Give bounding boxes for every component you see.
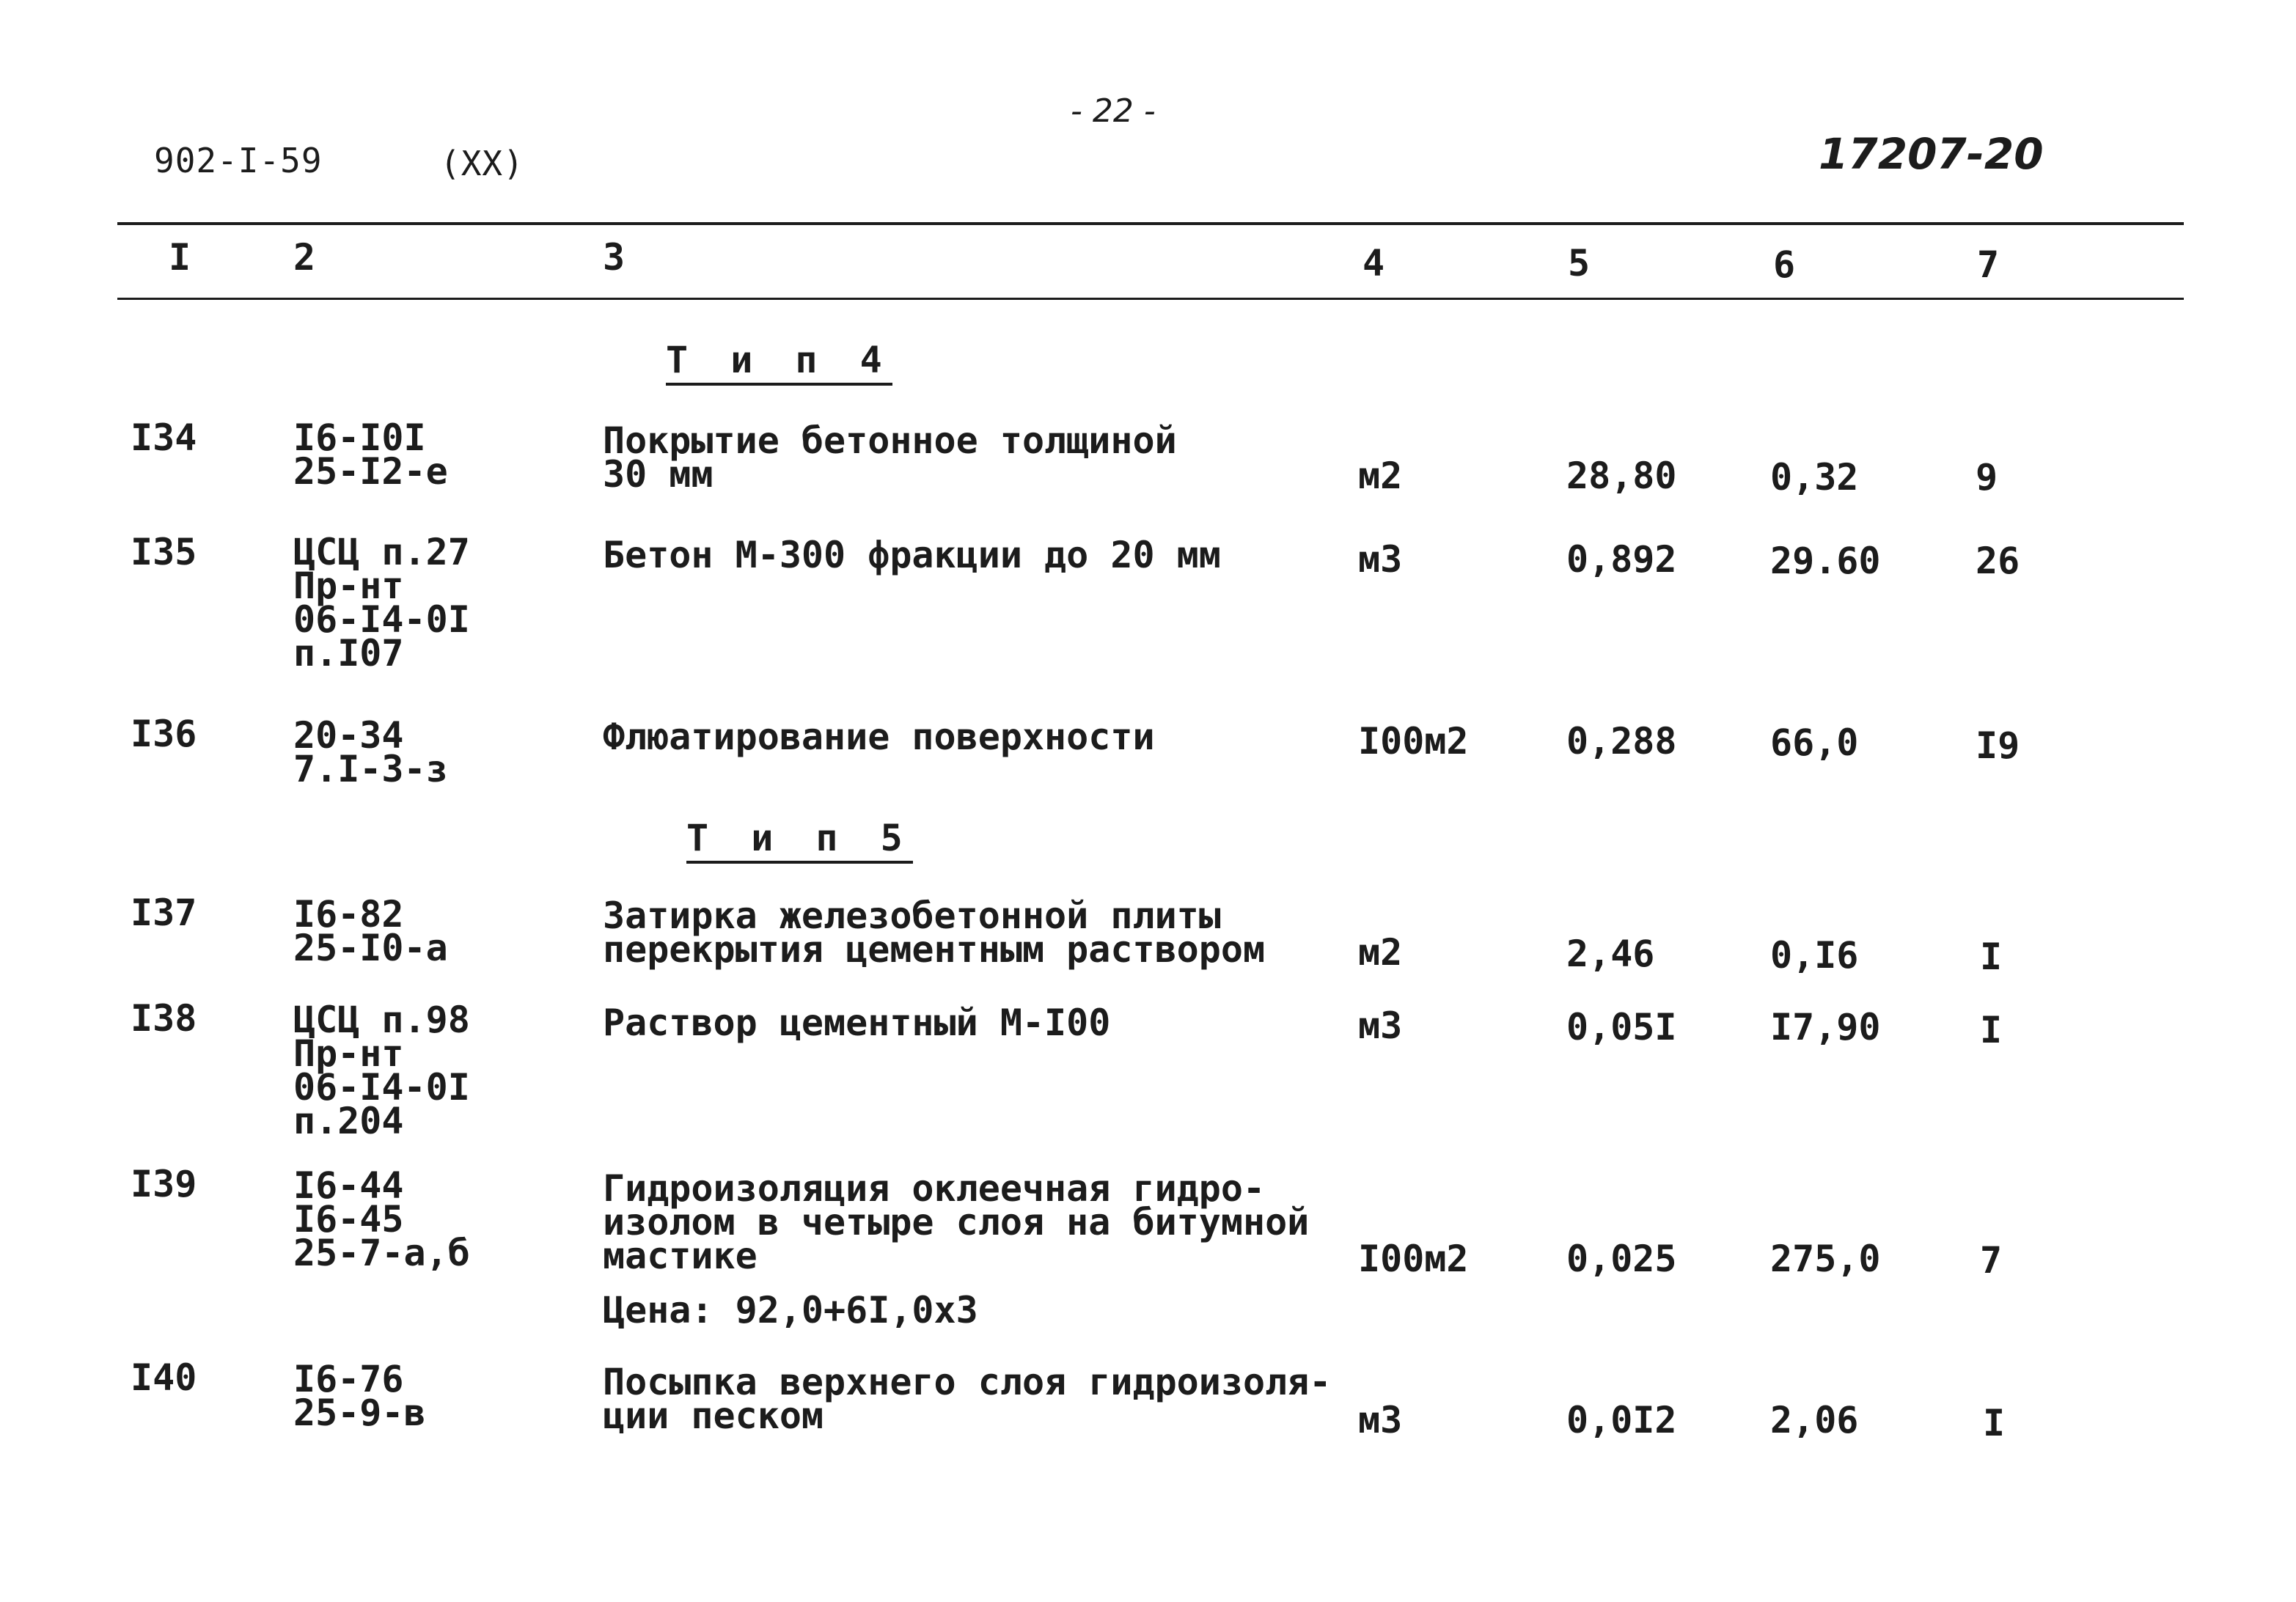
row-price: 66,0 bbox=[1770, 721, 1859, 764]
row-description bbox=[603, 894, 1266, 971]
code-line: 06-I4-0I bbox=[293, 1066, 470, 1109]
row-quantity: 0,892 bbox=[1566, 538, 1677, 581]
row-price: 29.60 bbox=[1770, 540, 1881, 582]
row-quantity: 0,025 bbox=[1566, 1238, 1677, 1280]
row-codes bbox=[293, 416, 448, 493]
table-top-rule bbox=[117, 222, 2184, 225]
row-price: I7,90 bbox=[1770, 1006, 1881, 1048]
row-unit: I00м2 bbox=[1358, 1238, 1469, 1280]
column-header-7: 7 bbox=[1977, 243, 2000, 286]
column-header-1: I bbox=[169, 236, 191, 279]
row-number: I34 bbox=[131, 416, 197, 459]
row-unit: м3 bbox=[1358, 1399, 1403, 1441]
price-note: Цена: 92,0+6I,0х3 bbox=[603, 1289, 978, 1331]
row-codes bbox=[293, 1358, 426, 1434]
row-codes bbox=[293, 999, 470, 1142]
row-unit: м2 bbox=[1358, 931, 1403, 974]
description-line: Флюатирование поверхности bbox=[603, 716, 1155, 758]
row-quantity: 0,05I bbox=[1566, 1006, 1677, 1048]
code-line: 25-I2-е bbox=[293, 450, 448, 493]
column-header-3: 3 bbox=[603, 236, 626, 279]
row-description bbox=[603, 419, 1177, 496]
description-line: Посыпка верхнего слоя гидроизоля- bbox=[603, 1361, 1332, 1403]
row-total: 7 bbox=[1980, 1239, 2003, 1282]
document-code: 902-I-59 bbox=[154, 141, 323, 180]
code-line: I6-76 bbox=[293, 1358, 404, 1400]
row-quantity: 28,80 bbox=[1566, 455, 1677, 497]
code-line: 25-7-а,б bbox=[293, 1232, 470, 1274]
section-code: (XX) bbox=[440, 144, 524, 183]
row-total: 9 bbox=[1976, 456, 1998, 499]
row-description bbox=[603, 534, 1221, 576]
column-header-5: 5 bbox=[1568, 242, 1591, 284]
section-heading-type-5: Т и п 5 bbox=[686, 817, 913, 864]
description-line: ции песком bbox=[603, 1395, 824, 1437]
row-price: 275,0 bbox=[1770, 1238, 1881, 1280]
column-header-4: 4 bbox=[1362, 242, 1385, 284]
row-number: I39 bbox=[131, 1163, 197, 1205]
row-description bbox=[603, 1167, 1310, 1277]
description-line: Раствор цементный М-I00 bbox=[603, 1002, 1111, 1044]
description-line: мастике bbox=[603, 1235, 758, 1277]
code-line: 25-I0-а bbox=[293, 927, 448, 969]
row-quantity: 2,46 bbox=[1566, 933, 1655, 975]
code-line: I6-45 bbox=[293, 1198, 404, 1241]
row-codes bbox=[293, 531, 470, 675]
row-total: I9 bbox=[1976, 724, 2020, 767]
code-line: ЦСЦ п.27 bbox=[293, 531, 470, 573]
row-number: I37 bbox=[131, 892, 197, 934]
row-codes bbox=[293, 893, 448, 969]
row-total: I bbox=[1980, 1009, 2003, 1051]
row-total: I bbox=[1983, 1402, 2006, 1444]
page-number: - 22 - bbox=[1071, 92, 1156, 130]
row-total: 26 bbox=[1976, 540, 2020, 582]
description-line: Покрытие бетонное толщиной bbox=[603, 419, 1177, 462]
code-line: п.I07 bbox=[293, 632, 404, 675]
row-unit: м3 bbox=[1358, 538, 1403, 581]
row-unit: м3 bbox=[1358, 1004, 1403, 1047]
description-line: 30 мм bbox=[603, 453, 714, 496]
description-line: перекрытия цементным раствором bbox=[603, 928, 1266, 971]
code-line: I6-I0I bbox=[293, 416, 426, 459]
code-line: 25-9-в bbox=[293, 1392, 426, 1434]
code-line: 7.I-3-з bbox=[293, 748, 448, 790]
row-description bbox=[603, 716, 1155, 758]
code-line: 06-I4-0I bbox=[293, 598, 470, 641]
row-number: I35 bbox=[131, 531, 197, 573]
code-line: п.204 bbox=[293, 1100, 404, 1142]
row-quantity: 0,0I2 bbox=[1566, 1399, 1677, 1441]
row-total: I bbox=[1980, 936, 2003, 978]
table-header-rule bbox=[117, 298, 2184, 300]
code-line: 20-34 bbox=[293, 714, 404, 757]
row-description bbox=[603, 1361, 1332, 1437]
row-quantity: 0,288 bbox=[1566, 720, 1677, 763]
code-line: I6-82 bbox=[293, 893, 404, 936]
description-line: Бетон М-300 фракции до 20 мм bbox=[603, 534, 1221, 576]
row-price: 0,I6 bbox=[1770, 934, 1859, 977]
row-unit: I00м2 bbox=[1358, 720, 1469, 763]
handwritten-reference: 17207-20 bbox=[1819, 129, 2044, 179]
code-line: I6-44 bbox=[293, 1164, 404, 1207]
row-price: 0,32 bbox=[1770, 456, 1859, 499]
row-number: I36 bbox=[131, 713, 197, 755]
row-number: I40 bbox=[131, 1356, 197, 1399]
row-number: I38 bbox=[131, 997, 197, 1040]
code-line: Пр-нт bbox=[293, 1032, 404, 1075]
row-codes bbox=[293, 714, 448, 790]
row-description bbox=[603, 1002, 1111, 1044]
code-line: Пр-нт bbox=[293, 565, 404, 607]
description-line: Гидроизоляция оклеечная гидро- bbox=[603, 1167, 1266, 1210]
column-header-6: 6 bbox=[1773, 243, 1796, 286]
section-heading-type-4: Т и п 4 bbox=[666, 339, 892, 386]
code-line: ЦСЦ п.98 bbox=[293, 999, 470, 1041]
row-price: 2,06 bbox=[1770, 1399, 1859, 1441]
row-codes bbox=[293, 1164, 470, 1274]
description-line: Затирка железобетонной плиты bbox=[603, 894, 1221, 937]
column-header-2: 2 bbox=[293, 236, 316, 279]
row-unit: м2 bbox=[1358, 455, 1403, 497]
description-line: изолом в четыре слоя на битумной bbox=[603, 1201, 1310, 1243]
